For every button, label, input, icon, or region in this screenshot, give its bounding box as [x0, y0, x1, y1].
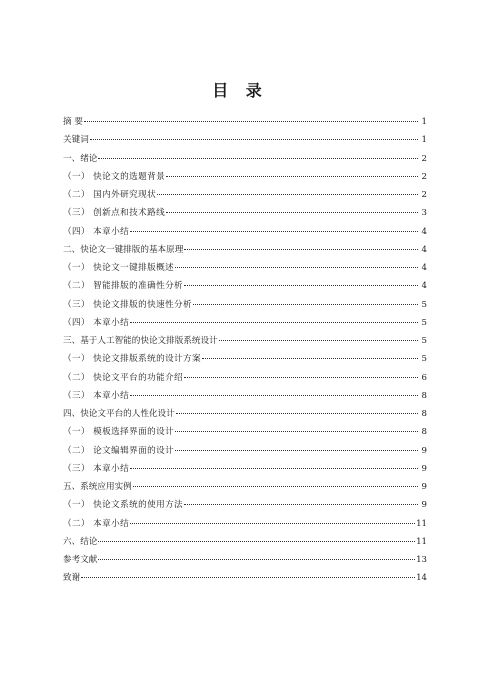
toc-leader-dots	[175, 450, 418, 451]
toc-leader-dots	[130, 395, 418, 396]
toc-page-number: 6	[421, 372, 427, 383]
toc-leader-dots	[90, 139, 418, 140]
toc-page-number: 4	[421, 244, 427, 255]
toc-page-number: 11	[416, 536, 427, 547]
toc-entry-title: 六、结论	[63, 536, 98, 547]
toc-page-number: 14	[416, 573, 427, 584]
toc-page-number: 2	[421, 190, 427, 200]
toc-entry[interactable]	[63, 478, 427, 496]
toc-page-number: 9	[421, 445, 427, 456]
toc-entry[interactable]	[63, 369, 427, 387]
toc-entry-title: 关键词	[63, 135, 89, 146]
toc-leader-dots	[175, 431, 418, 432]
toc-page-number: 5	[421, 354, 427, 365]
toc-entry-title: 一、绪论	[63, 153, 98, 164]
toc-page-number: 5	[421, 317, 427, 328]
toc-entry[interactable]	[63, 350, 427, 368]
toc-entry[interactable]	[63, 277, 427, 295]
toc-entry-title: （三） 创新点和技术路线	[63, 208, 166, 219]
toc-entry[interactable]	[63, 223, 427, 241]
toc-entry[interactable]	[63, 515, 427, 533]
table-of-contents	[63, 113, 427, 588]
toc-entry[interactable]	[63, 533, 427, 551]
toc-entry-title: （三） 快论文排版的快速性分析	[63, 299, 193, 310]
toc-leader-dots	[184, 285, 418, 286]
toc-leader-dots	[98, 559, 415, 560]
toc-entry-title: （三） 本章小结	[63, 390, 130, 401]
toc-entry-title: （一） 快论文排版系统的设计方案	[63, 354, 202, 365]
toc-leader-dots	[130, 231, 418, 232]
toc-page-number: 2	[421, 153, 427, 164]
toc-entry-title: 四、快论文平台的人性化设计	[63, 409, 175, 419]
toc-entry[interactable]	[63, 460, 427, 478]
toc-leader-dots	[81, 577, 415, 578]
toc-page-number: 9	[421, 463, 427, 474]
toc-entry[interactable]	[63, 569, 427, 587]
toc-page-number: 4	[421, 263, 427, 273]
toc-entry[interactable]	[63, 296, 427, 314]
toc-leader-dots	[98, 541, 415, 542]
toc-entry[interactable]	[63, 113, 427, 131]
toc-entry-title: （二） 国内外研究现状	[63, 190, 157, 200]
toc-entry-title: （二） 智能排版的准确性分析	[63, 281, 184, 292]
toc-entry-title: 参考文献	[63, 555, 98, 565]
toc-leader-dots	[84, 121, 418, 122]
toc-leader-dots	[219, 340, 418, 341]
toc-entry-title: 二、快论文一键排版的基本原理	[63, 244, 184, 255]
toc-page-number: 2	[421, 171, 427, 182]
toc-leader-dots	[98, 158, 418, 159]
toc-page-number: 4	[421, 226, 427, 237]
toc-entry[interactable]	[63, 186, 427, 204]
toc-entry[interactable]	[63, 314, 427, 332]
toc-page-number: 1	[421, 135, 427, 146]
toc-leader-dots	[130, 523, 415, 524]
toc-leader-dots	[157, 194, 418, 195]
toc-leader-dots	[193, 304, 418, 305]
toc-entry[interactable]	[63, 259, 427, 277]
toc-entry-title: （二） 快论文平台的功能介绍	[63, 372, 184, 383]
toc-entry[interactable]	[63, 332, 427, 350]
toc-entry-title: 三、基于人工智能的快论文排版系统设计	[63, 336, 218, 346]
toc-entry-title: （一） 模板选择界面的设计	[63, 427, 175, 438]
toc-page-number: 8	[421, 390, 427, 401]
page-title: 目 录	[212, 81, 268, 100]
toc-page-number: 8	[421, 409, 427, 419]
toc-page-number: 3	[421, 208, 427, 219]
toc-entry-title: （一） 快论文的选题背景	[63, 171, 166, 182]
toc-entry-title: （四） 本章小结	[63, 317, 130, 328]
toc-leader-dots	[176, 413, 418, 414]
toc-leader-dots	[130, 468, 418, 469]
toc-leader-dots	[133, 486, 418, 487]
toc-entry[interactable]	[63, 150, 427, 168]
toc-page-number: 4	[421, 281, 427, 292]
toc-entry-title: （一） 快论文一键排版概述	[63, 263, 175, 273]
toc-entry[interactable]	[63, 423, 427, 441]
toc-entry[interactable]	[63, 241, 427, 259]
toc-page-number: 8	[421, 427, 427, 438]
toc-page-number: 9	[421, 500, 427, 511]
toc-entry[interactable]	[63, 551, 427, 569]
toc-page-number: 5	[421, 336, 427, 346]
toc-entry-title: （四） 本章小结	[63, 226, 130, 237]
toc-entry-title: 五、系统应用实例	[63, 482, 132, 492]
toc-leader-dots	[184, 249, 418, 250]
toc-entry-title: （三） 本章小结	[63, 463, 130, 474]
toc-entry-title: （一） 快论文系统的使用方法	[63, 500, 184, 511]
toc-page-number: 9	[421, 482, 427, 492]
toc-entry[interactable]	[63, 405, 427, 423]
toc-page-number: 5	[421, 299, 427, 310]
toc-page-number: 13	[416, 555, 427, 565]
toc-leader-dots	[184, 504, 418, 505]
toc-entry[interactable]	[63, 387, 427, 405]
toc-leader-dots	[130, 322, 418, 323]
toc-entry[interactable]	[63, 496, 427, 514]
toc-entry-title: 致谢	[63, 573, 81, 584]
toc-leader-dots	[166, 212, 418, 213]
toc-page-number: 11	[416, 518, 427, 529]
toc-entry[interactable]	[63, 131, 427, 149]
toc-entry-title: （二） 论文编辑界面的设计	[63, 445, 175, 456]
toc-entry[interactable]	[63, 204, 427, 222]
toc-entry[interactable]	[63, 442, 427, 460]
toc-leader-dots	[166, 176, 418, 177]
toc-leader-dots	[175, 267, 418, 268]
toc-entry-title: 摘 要	[63, 117, 83, 127]
toc-entry-title: （二） 本章小结	[63, 518, 130, 529]
toc-leader-dots	[184, 377, 418, 378]
toc-leader-dots	[202, 358, 418, 359]
toc-page-number: 1	[421, 117, 427, 127]
toc-entry[interactable]	[63, 168, 427, 186]
